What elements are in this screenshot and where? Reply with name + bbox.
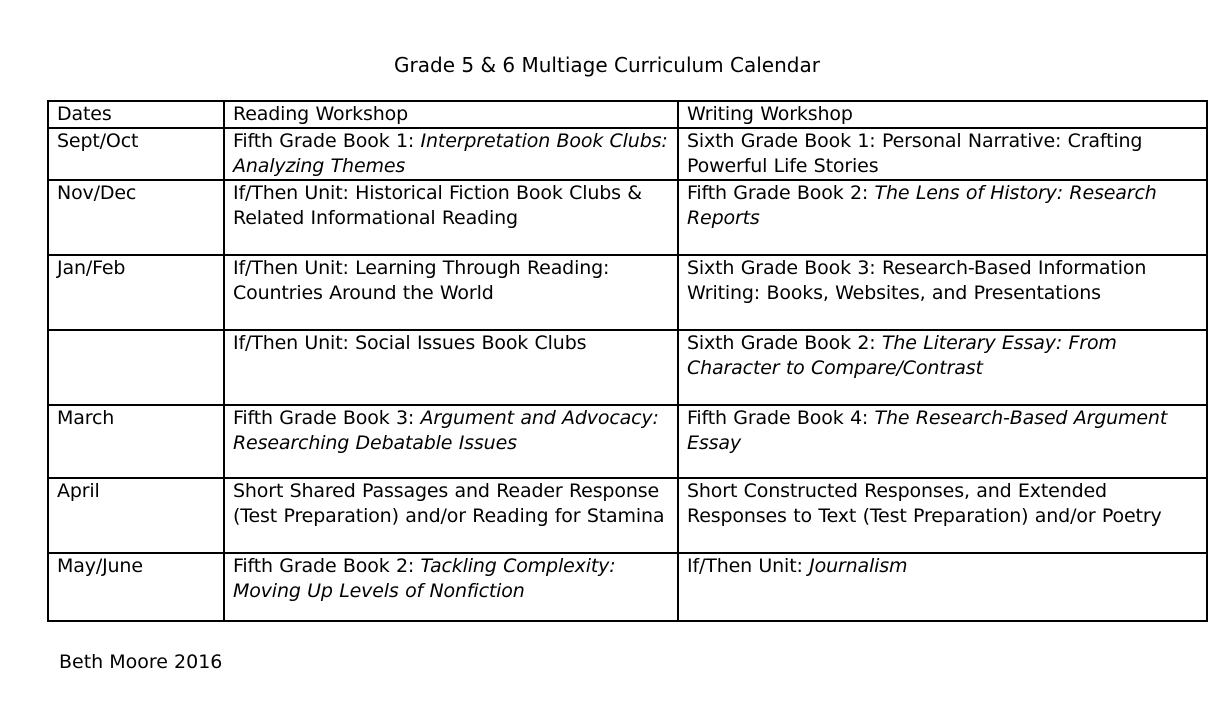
date-cell: May/June bbox=[48, 553, 224, 621]
unit-label: If/Then Unit: Social Issues Book Clubs bbox=[233, 332, 587, 354]
unit-label: Sixth Grade Book 3: Research-Based Information Writing: Books, Websites, and Presentations bbox=[687, 257, 1147, 304]
unit-label: If/Then Unit: bbox=[687, 555, 810, 577]
table-row bbox=[48, 478, 1207, 553]
table-row bbox=[48, 330, 1207, 405]
unit-label: Fifth Grade Book 1: bbox=[233, 130, 421, 152]
writing-cell bbox=[678, 553, 1207, 621]
unit-title: The Lens of History: Research Reports bbox=[687, 182, 1157, 229]
column-header-dates: Dates bbox=[48, 101, 224, 128]
unit-label: Fifth Grade Book 2: bbox=[687, 182, 875, 204]
unit-title: Tackling Complexity: Moving Up Levels of Nonfiction bbox=[233, 555, 616, 602]
unit-title: The Literary Essay: From Character to Compare/Contrast bbox=[687, 332, 1117, 379]
reading-cell bbox=[224, 330, 678, 405]
unit-title: Argument and Advocacy: Researching Debatable Issues bbox=[233, 407, 659, 454]
unit-label: Fifth Grade Book 2: bbox=[233, 555, 421, 577]
reading-cell bbox=[224, 478, 678, 553]
reading-cell bbox=[224, 180, 678, 255]
page-title: Grade 5 & 6 Multiage Curriculum Calendar bbox=[394, 53, 820, 77]
date-cell: March bbox=[48, 405, 224, 478]
table-row bbox=[48, 255, 1207, 330]
writing-cell bbox=[678, 128, 1207, 180]
unit-label: If/Then Unit: Historical Fiction Book Clubs & Related Informational Reading bbox=[233, 182, 642, 229]
unit-label: If/Then Unit: Learning Through Reading: Countries Around the World bbox=[233, 257, 610, 304]
unit-title: Interpretation Book Clubs: Analyzing Themes bbox=[233, 130, 668, 177]
unit-label: Fifth Grade Book 4: bbox=[687, 407, 875, 429]
table-header-row bbox=[48, 101, 1207, 128]
writing-cell bbox=[678, 478, 1207, 553]
date-cell bbox=[48, 330, 224, 405]
author-credit: Beth Moore 2016 bbox=[59, 651, 223, 673]
unit-label: Short Shared Passages and Reader Response (Test Preparation) and/or Reading for Stamina bbox=[233, 480, 665, 527]
table-row bbox=[48, 128, 1207, 180]
unit-title: Journalism bbox=[809, 555, 908, 577]
date-cell: Sept/Oct bbox=[48, 128, 224, 180]
unit-label: Short Constructed Responses, and Extended Responses to Text (Test Preparation) and/or Poetry bbox=[687, 480, 1162, 527]
table-row bbox=[48, 405, 1207, 478]
writing-cell bbox=[678, 255, 1207, 330]
writing-cell bbox=[678, 405, 1207, 478]
unit-label: Sixth Grade Book 1: Personal Narrative: Crafting Powerful Life Stories bbox=[687, 130, 1143, 177]
column-header-writing: Writing Workshop bbox=[678, 101, 1207, 128]
column-header-reading: Reading Workshop bbox=[224, 101, 678, 128]
unit-label: Sixth Grade Book 2: bbox=[687, 332, 882, 354]
table-row bbox=[48, 180, 1207, 255]
reading-cell bbox=[224, 405, 678, 478]
table-row bbox=[48, 553, 1207, 621]
unit-label: Fifth Grade Book 3: bbox=[233, 407, 421, 429]
date-cell: April bbox=[48, 478, 224, 553]
unit-title: The Research-Based Argument Essay bbox=[687, 407, 1168, 454]
date-cell: Jan/Feb bbox=[48, 255, 224, 330]
date-cell: Nov/Dec bbox=[48, 180, 224, 255]
reading-cell bbox=[224, 128, 678, 180]
writing-cell bbox=[678, 180, 1207, 255]
reading-cell bbox=[224, 255, 678, 330]
curriculum-table bbox=[47, 100, 1208, 622]
reading-cell bbox=[224, 553, 678, 621]
writing-cell bbox=[678, 330, 1207, 405]
